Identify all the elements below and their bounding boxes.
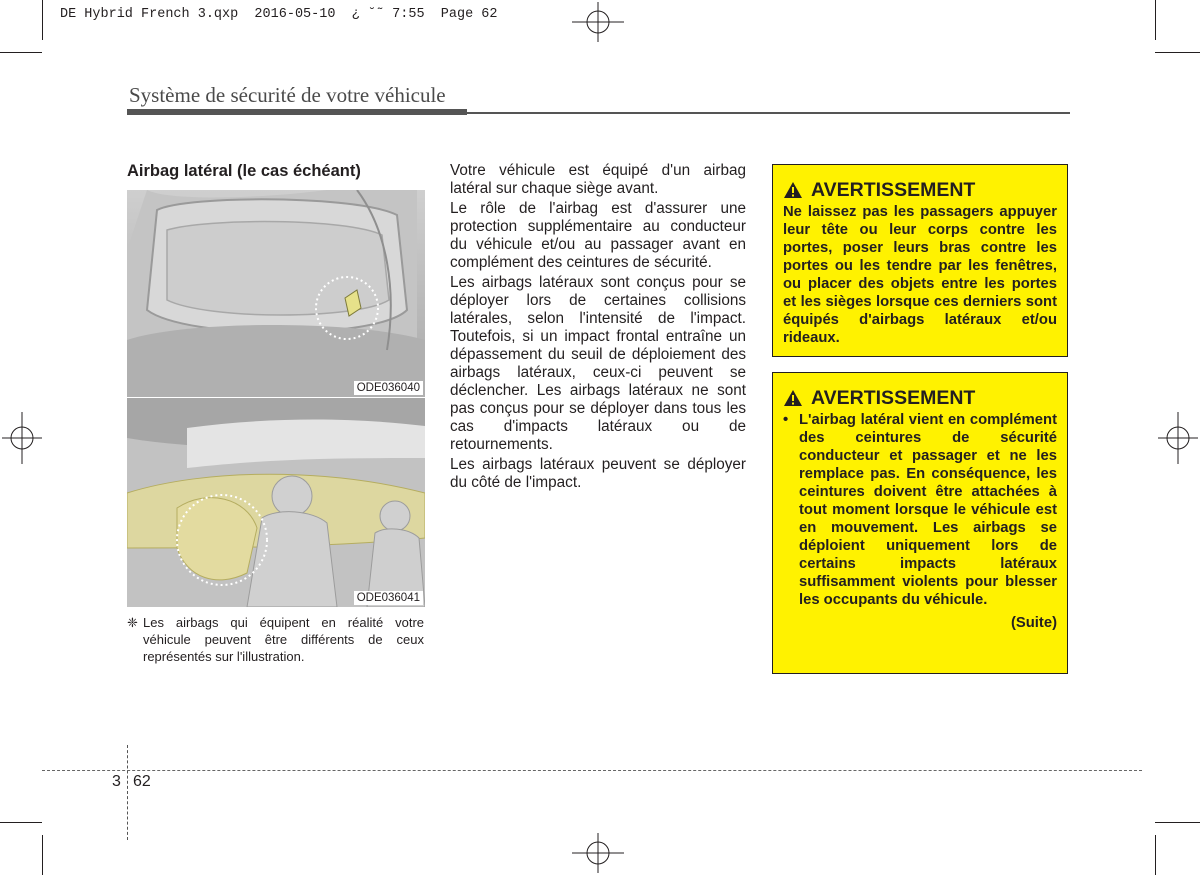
crop-mark [1155, 0, 1156, 40]
crop-mark [42, 835, 43, 875]
warning-box [772, 164, 1068, 357]
crop-mark [1155, 52, 1200, 53]
footer-rule [42, 770, 1142, 771]
crop-mark [1155, 835, 1156, 875]
warning-text: Ne laissez pas les passagers appuyer leur tête ou leur corps contre les portes, poser leurs bras contre les portes ou les tendre par les fenêtres, ou placer des objets entre les portes et les sièges lorsque ces derniers sont équipés d'airbags latéraux et/ou rideaux. [783, 204, 1057, 346]
registration-mark-icon [572, 833, 624, 873]
chapter-number: 3 [112, 773, 121, 790]
illustration-note [127, 614, 424, 665]
page-number: 62 [133, 773, 151, 790]
warning-title: AVERTISSEMENT [811, 386, 976, 409]
crop-mark [0, 52, 42, 53]
header-rule-thin [467, 112, 1070, 114]
image-code: ODE036041 [354, 591, 423, 605]
registration-mark-icon [1158, 412, 1198, 464]
warning-box [772, 372, 1068, 674]
section-title: Système de sécurité de votre véhicule [129, 83, 446, 107]
body-text [450, 162, 746, 494]
warning-title: AVERTISSEMENT [811, 178, 976, 201]
crop-mark [1155, 822, 1200, 823]
warning-triangle-icon [783, 181, 803, 199]
side-airbag-heading: Airbag latéral (le cas échéant) [127, 162, 361, 180]
registration-mark-icon [2, 412, 42, 464]
warning-triangle-icon [783, 389, 803, 407]
header-rule-thick [127, 109, 467, 115]
paragraph: Le rôle de l'airbag est d'assurer une protection supplémentaire au conducteur du véhicule et/ou au passager avant en complément des ceintures de sécurité. [450, 200, 746, 271]
note-mark: ❈ [127, 615, 138, 630]
continued-label: (Suite) [1010, 615, 1057, 631]
seat-airbag-illustration [127, 190, 425, 397]
cabin-drawing [127, 398, 425, 607]
image-code: ODE036040 [354, 381, 423, 395]
note-text: Les airbags qui équipent en réalité votre véhicule peuvent être différents de ceux représentés sur l'illustration. [143, 615, 424, 664]
footer-divider [127, 745, 128, 840]
registration-mark-icon [572, 2, 624, 42]
paragraph: Votre véhicule est équipé d'un airbag latéral sur chaque siège avant. [450, 162, 746, 197]
paragraph: Les airbags latéraux sont conçus pour se déployer lors de certaines collisions latérales, selon l'intensité de l'impact. Toutefois, si un impact frontal entraîne un dépassement du seuil de déploiement des airbags latéraux, ceux-ci peuvent se déclencher. Les airbags latéraux ne sont pas conçus pour se déployer dans tous les cas d'impacts latéraux ou de retournements. [450, 274, 746, 453]
deployed-airbag-illustration [127, 397, 425, 607]
seat-drawing [127, 190, 425, 397]
print-slug: DE Hybrid French 3.qxp 2016-05-10 ¿ ˘˜ 7:55 Page 62 [60, 7, 498, 22]
crop-mark [42, 0, 43, 40]
paragraph: Les airbags latéraux peuvent se déployer du côté de l'impact. [450, 456, 746, 491]
crop-mark [0, 822, 42, 823]
warning-text: L'airbag latéral vient en complément des ceintures de sécurité conducteur et passager et ne les remplace pas. En conséquence, les ceintures doivent être attachées à tout moment lorsque le véhicule est en mouvement. Les airbags se déploient uniquement lors de certains impacts latéraux suffisamment violents pour blesser les occupants du véhicule. [799, 412, 1057, 608]
bullet: • [783, 412, 789, 428]
